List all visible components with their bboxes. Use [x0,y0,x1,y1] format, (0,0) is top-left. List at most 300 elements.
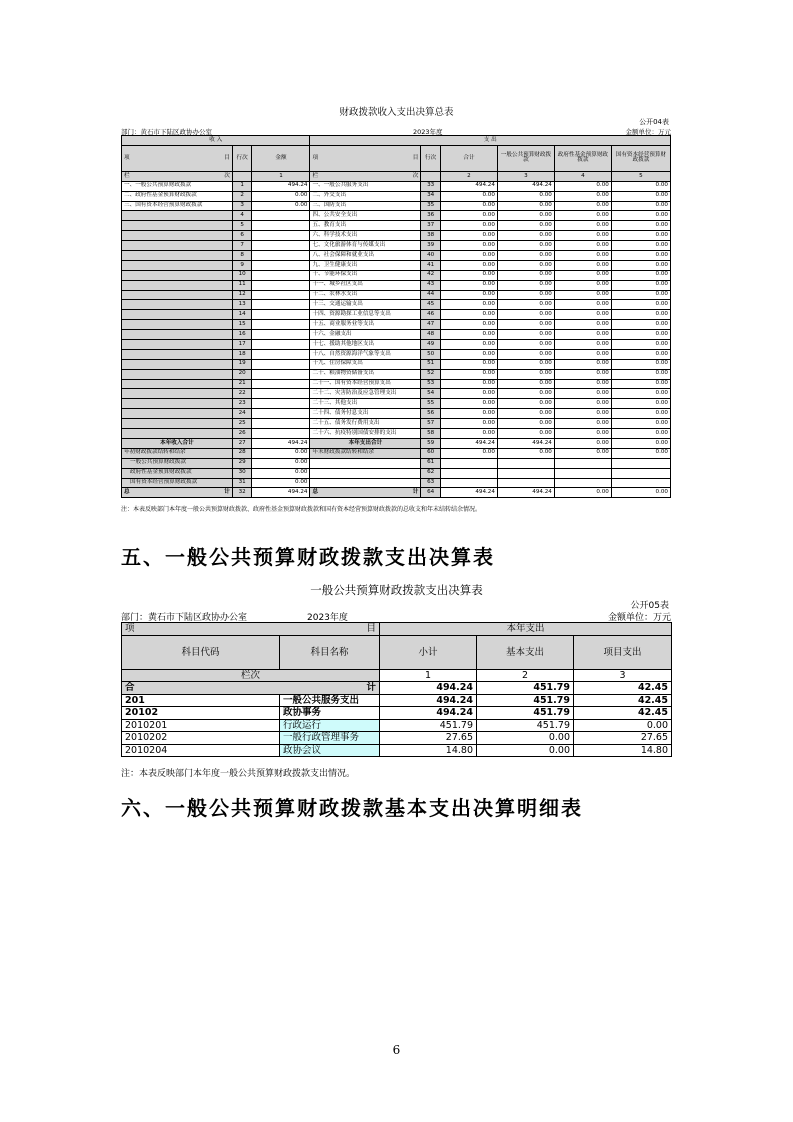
expense-gen-budget: 0.00 [497,340,554,350]
expense-gen-budget: 0.00 [497,290,554,300]
expense-item-name: 十、节能环保支出 [310,270,421,280]
income-item-name [122,340,233,350]
income-item-name: 三、国有资本经营预算财政拨款 [122,201,233,211]
expense-row-no: 40 [421,251,441,261]
expense-total: 0.00 [440,330,497,340]
expense-item-name: 十六、金融支出 [310,330,421,340]
income-item-name: 一、一般公共预算财政拨款 [122,181,233,191]
income-item-name [122,251,233,261]
expense-total: 0.00 [440,211,497,221]
expense-gen-budget: 0.00 [497,349,554,359]
table2-column-number-1: 1 [380,669,477,682]
table2-item-header: 项 目 [122,623,380,636]
expense-item-header: 项 目 [310,145,421,171]
table2-code: 公开05表 [630,601,669,611]
expense-item-name: 二十、粮油物资储备支出 [310,369,421,379]
income-item-name [122,211,233,221]
income-item-name [122,310,233,320]
expense-row-no: 63 [421,478,441,488]
expense-row-no: 53 [421,379,441,389]
expense-total: 0.00 [440,231,497,241]
income-amount [252,429,310,439]
expense-state-capital: 0.00 [611,290,670,300]
expense-gov-fund: 0.00 [554,280,611,290]
expense-state-capital: 0.00 [611,330,670,340]
page-number: 6 [392,1043,401,1057]
expense-item-name [310,458,421,468]
expense-total: 0.00 [440,241,497,251]
income-row-no: 14 [232,310,252,320]
income-item-name: 一般公共预算财政拨款 [122,458,233,468]
expense-state-capital: 0.00 [611,448,670,458]
income-item-name [122,280,233,290]
table1-row [122,211,671,221]
expense-gov-fund: 0.00 [554,379,611,389]
table2-row [122,744,672,757]
expense-gov-fund: 0.00 [554,201,611,211]
table1-row [122,419,671,429]
expense-item-name: 十二、农林水支出 [310,290,421,300]
expense-row-no: 58 [421,429,441,439]
subject-code: 201 [122,694,280,707]
table2-row [122,732,672,745]
income-row-no: 25 [232,419,252,429]
income-amount [252,211,310,221]
expense-row-no: 49 [421,340,441,350]
expense-grand-gen-budget: 494.24 [497,488,554,498]
expense-gov-fund: 0.00 [554,221,611,231]
subject-basic: 0.00 [477,744,574,757]
expense-total: 494.24 [440,181,497,191]
table1-row [122,191,671,201]
expense-state-capital: 0.00 [611,211,670,221]
expense-gov-fund: 0.00 [554,300,611,310]
income-amount [252,251,310,261]
expense-total: 0.00 [440,429,497,439]
expense-gen-budget [497,458,554,468]
subject-name: 政协会议 [280,744,380,757]
table1-row [122,310,671,320]
expense-gov-fund: 0.00 [554,389,611,399]
expense-total-header: 合计 [440,145,497,171]
expense-state-capital: 0.00 [611,201,670,211]
expense-row-no: 39 [421,241,441,251]
expense-state-capital: 0.00 [611,389,670,399]
expense-gen-budget: 0.00 [497,270,554,280]
income-row-no: 11 [232,280,252,290]
expense-state-capital: 0.00 [611,379,670,389]
expense-grand-total: 494.24 [440,488,497,498]
basic-header: 基本支出 [477,635,574,669]
table2-column-number-row [122,669,672,682]
expense-state-capital: 0.00 [611,340,670,350]
expense-row-no: 57 [421,419,441,429]
expense-gen-budget: 0.00 [497,359,554,369]
income-amount: 0.00 [252,201,310,211]
expense-state-capital: 0.00 [611,260,670,270]
table1-row [122,320,671,330]
expense-row-no: 44 [421,290,441,300]
subject-name: 行政运行 [280,719,380,732]
expense-item-name: 十三、交通运输支出 [310,300,421,310]
expense-row-no: 46 [421,310,441,320]
income-amount [252,320,310,330]
column-label-blank [421,171,441,181]
expense-state-capital [611,468,670,478]
income-amount: 494.24 [252,438,310,448]
expense-state-capital: 0.00 [611,280,670,290]
income-row-no: 18 [232,349,252,359]
income-row-no: 8 [232,251,252,261]
income-row-no: 28 [232,448,252,458]
expense-grand-state-capital: 0.00 [611,488,670,498]
income-item-name [122,349,233,359]
expense-state-capital: 0.00 [611,438,670,448]
table1-row [122,221,671,231]
expense-gen-budget: 0.00 [497,231,554,241]
expense-gov-fund: 0.00 [554,429,611,439]
expense-gen-budget: 0.00 [497,201,554,211]
expense-gov-fund: 0.00 [554,260,611,270]
expense-item-name: 十四、资源勘探工业信息等支出 [310,310,421,320]
table1-header-row-1 [122,136,671,146]
expense-item-name: 二十一、国有资本经营预算支出 [310,379,421,389]
table2-column-number-3: 3 [574,669,672,682]
income-item-name [122,369,233,379]
income-amount: 0.00 [252,468,310,478]
expense-gov-fund: 0.00 [554,231,611,241]
expense-state-capital [611,478,670,488]
table1-row [122,231,671,241]
income-amount [252,340,310,350]
table1-row [122,389,671,399]
expense-state-capital: 0.00 [611,300,670,310]
income-row-no: 4 [232,211,252,221]
expense-total: 0.00 [440,280,497,290]
gen-budget-header: 一般公共预算财政拨款 [497,145,554,171]
expense-gen-budget: 0.00 [497,300,554,310]
current-year-header: 本年支出 [380,623,672,636]
table1-note: 注：本表反映部门本年度一般公共预算财政拨款、政府性基金预算财政拨款和国有资本经营预算财政拨款的总收支和年末结转结余情况。 [121,506,482,513]
income-row-no: 15 [232,320,252,330]
expense-total: 0.00 [440,320,497,330]
table2-total-basic: 451.79 [477,682,574,695]
subject-project: 42.45 [574,694,672,707]
expense-total [440,468,497,478]
table1-title: 财政拨款收入支出决算总表 [339,107,454,118]
expense-total: 0.00 [440,349,497,359]
subject-basic: 451.79 [477,719,574,732]
expense-total: 0.00 [440,379,497,389]
income-item-name [122,300,233,310]
table1-row [122,399,671,409]
table1-row [122,409,671,419]
income-amount [252,379,310,389]
income-amount [252,409,310,419]
subject-subtotal: 451.79 [380,719,477,732]
income-item-name [122,270,233,280]
income-amount [252,359,310,369]
subject-project: 0.00 [574,719,672,732]
table1-header-row-2 [122,145,671,171]
expense-row-no: 41 [421,260,441,270]
income-row-no: 19 [232,359,252,369]
table1-row [122,468,671,478]
expense-row-no-header: 行次 [421,145,441,171]
expense-row-no: 45 [421,300,441,310]
column-number-2: 2 [440,171,497,181]
table1-total-row [122,488,671,498]
expense-row-no: 51 [421,359,441,369]
expense-gov-fund [554,458,611,468]
income-item-name [122,389,233,399]
income-item-name [122,379,233,389]
table1-code: 公开04表 [639,118,669,126]
table1-row [122,280,671,290]
column-label: 栏 次 [122,171,233,181]
expense-gov-fund: 0.00 [554,419,611,429]
table1-row [122,478,671,488]
income-row-no: 16 [232,330,252,340]
section5-heading: 五、一般公共预算财政拨款支出决算表 [121,545,495,569]
income-amount: 0.00 [252,458,310,468]
income-item-name [122,409,233,419]
expense-gen-budget: 0.00 [497,389,554,399]
income-row-no: 5 [232,221,252,231]
income-amount: 494.24 [252,181,310,191]
income-item-name [122,419,233,429]
expense-item-name: 十八、自然资源海洋气象等支出 [310,349,421,359]
expense-total [440,478,497,488]
table2-unit: 金额单位：万元 [607,613,671,623]
expense-total: 0.00 [440,359,497,369]
expense-gov-fund: 0.00 [554,349,611,359]
income-item-name: 二、政府性基金预算财政拨款 [122,191,233,201]
income-amount: 0.00 [252,191,310,201]
income-grand-total-label: 总 计 [122,488,233,498]
subject-basic: 451.79 [477,694,574,707]
income-item-name [122,260,233,270]
expense-gov-fund: 0.00 [554,251,611,261]
income-row-no: 20 [232,369,252,379]
income-amount [252,270,310,280]
expense-item-name: 十一、城乡社区支出 [310,280,421,290]
expense-header: 支 出 [310,136,671,146]
table1-row [122,181,671,191]
expense-row-no: 33 [421,181,441,191]
expense-total: 0.00 [440,300,497,310]
table2-total-label: 合 计 [122,682,380,695]
expense-item-name: 十五、商业服务业等支出 [310,320,421,330]
expense-total: 0.00 [440,448,497,458]
expense-gen-budget: 0.00 [497,191,554,201]
expense-total: 0.00 [440,260,497,270]
income-amount: 0.00 [252,448,310,458]
income-item-name [122,359,233,369]
column-number-5: 5 [611,171,670,181]
income-amount [252,419,310,429]
column-label-blank [232,171,252,181]
expense-gov-fund: 0.00 [554,409,611,419]
income-row-no: 27 [232,438,252,448]
income-row-no: 29 [232,458,252,468]
expense-state-capital: 0.00 [611,310,670,320]
expense-state-capital: 0.00 [611,359,670,369]
income-row-no: 30 [232,468,252,478]
expense-total [440,458,497,468]
table1-row [122,359,671,369]
expense-gen-budget: 0.00 [497,429,554,439]
section6-heading: 六、一般公共预算财政拨款基本支出决算明细表 [121,796,583,820]
subject-code: 20102 [122,707,280,720]
expense-item-name: 二十六、抗疫特别国债安排的支出 [310,429,421,439]
table1-row [122,458,671,468]
subject-subtotal: 14.80 [380,744,477,757]
expense-row-no: 62 [421,468,441,478]
expense-total: 0.00 [440,310,497,320]
table2-title: 一般公共预算财政拨款支出决算表 [310,583,483,597]
subject-subtotal: 494.24 [380,694,477,707]
income-item-name: 国有资本经营预算财政拨款 [122,478,233,488]
expense-gen-budget: 0.00 [497,419,554,429]
table1-row [122,300,671,310]
expense-row-no: 43 [421,280,441,290]
table2-total-row [122,682,672,695]
expense-gov-fund: 0.00 [554,310,611,320]
expense-gov-fund: 0.00 [554,241,611,251]
income-amount [252,330,310,340]
expense-gov-fund: 0.00 [554,191,611,201]
table2-column-number-2: 2 [477,669,574,682]
expense-state-capital: 0.00 [611,221,670,231]
income-amount: 0.00 [252,478,310,488]
table2 [121,622,672,757]
income-row-no: 1 [232,181,252,191]
expense-gov-fund: 0.00 [554,359,611,369]
income-amount [252,241,310,251]
expense-row-no: 59 [421,438,441,448]
expense-gov-fund: 0.00 [554,181,611,191]
expense-state-capital: 0.00 [611,251,670,261]
table2-column-label: 栏次 [122,669,380,682]
table1-row [122,251,671,261]
expense-total: 0.00 [440,290,497,300]
income-row-no: 9 [232,260,252,270]
income-row-no: 13 [232,300,252,310]
expense-row-no: 64 [421,488,441,498]
expense-state-capital: 0.00 [611,320,670,330]
expense-total: 0.00 [440,340,497,350]
expense-total: 0.00 [440,409,497,419]
expense-gov-fund: 0.00 [554,330,611,340]
subject-code: 2010202 [122,732,280,745]
income-amount [252,231,310,241]
expense-total: 0.00 [440,399,497,409]
expense-item-name: 二十四、债务付息支出 [310,409,421,419]
expense-state-capital: 0.00 [611,231,670,241]
income-row-no: 6 [232,231,252,241]
expense-total: 0.00 [440,251,497,261]
expense-total: 0.00 [440,191,497,201]
expense-total: 494.24 [440,438,497,448]
expense-gen-budget: 0.00 [497,211,554,221]
expense-gen-budget: 0.00 [497,251,554,261]
table1-row [122,201,671,211]
expense-total: 0.00 [440,270,497,280]
expense-row-no: 54 [421,389,441,399]
gov-fund-header: 政府性基金预算财政拨款 [554,145,611,171]
expense-item-name [310,468,421,478]
income-amount [252,260,310,270]
expense-item-name [310,478,421,488]
table2-note: 注：本表反映部门本年度一般公共预算财政拨款支出情况。 [121,769,356,779]
income-row-no: 17 [232,340,252,350]
table1-row [122,260,671,270]
table2-year: 2023年度 [307,613,348,623]
expense-gen-budget: 0.00 [497,409,554,419]
table2-total-subtotal: 494.24 [380,682,477,695]
expense-item-name: 三、国防支出 [310,201,421,211]
expense-gen-budget: 0.00 [497,379,554,389]
income-grand-total: 494.24 [252,488,310,498]
subject-project: 14.80 [574,744,672,757]
expense-gov-fund: 0.00 [554,211,611,221]
subject-name: 一般行政管理事务 [280,732,380,745]
income-row-no: 32 [232,488,252,498]
project-header: 项目支出 [574,635,672,669]
expense-item-name: 一、一般公共服务支出 [310,181,421,191]
expense-gen-budget: 0.00 [497,448,554,458]
income-row-no: 2 [232,191,252,201]
expense-state-capital: 0.00 [611,399,670,409]
income-amount-header: 金额 [252,145,310,171]
code-header: 科目代码 [122,635,280,669]
expense-gen-budget: 0.00 [497,310,554,320]
column-number-4: 4 [554,171,611,181]
subject-code: 2010204 [122,744,280,757]
income-amount [252,399,310,409]
expense-gov-fund: 0.00 [554,448,611,458]
expense-row-no: 50 [421,349,441,359]
expense-gen-budget: 0.00 [497,280,554,290]
income-item-name [122,320,233,330]
expense-row-no: 47 [421,320,441,330]
expense-item-name: 本年支出合计 [310,438,421,448]
subject-code: 2010201 [122,719,280,732]
table1-department: 部门：黄石市下陆区政协办公室 [121,128,212,136]
expense-gen-budget: 494.24 [497,438,554,448]
subject-project: 42.45 [574,707,672,720]
expense-gen-budget [497,478,554,488]
expense-gen-budget: 0.00 [497,320,554,330]
subject-project: 27.65 [574,732,672,745]
expense-item-name: 六、科学技术支出 [310,231,421,241]
expense-gov-fund [554,468,611,478]
expense-state-capital [611,458,670,468]
expense-gov-fund [554,478,611,488]
expense-row-no: 36 [421,211,441,221]
table1-row [122,438,671,448]
table1-row [122,429,671,439]
income-item-name [122,429,233,439]
expense-row-no: 48 [421,330,441,340]
expense-item-name: 十七、援助其他地区支出 [310,340,421,350]
income-header: 收 入 [122,136,310,146]
expense-total: 0.00 [440,369,497,379]
income-amount [252,280,310,290]
subject-basic: 0.00 [477,732,574,745]
expense-gov-fund: 0.00 [554,290,611,300]
